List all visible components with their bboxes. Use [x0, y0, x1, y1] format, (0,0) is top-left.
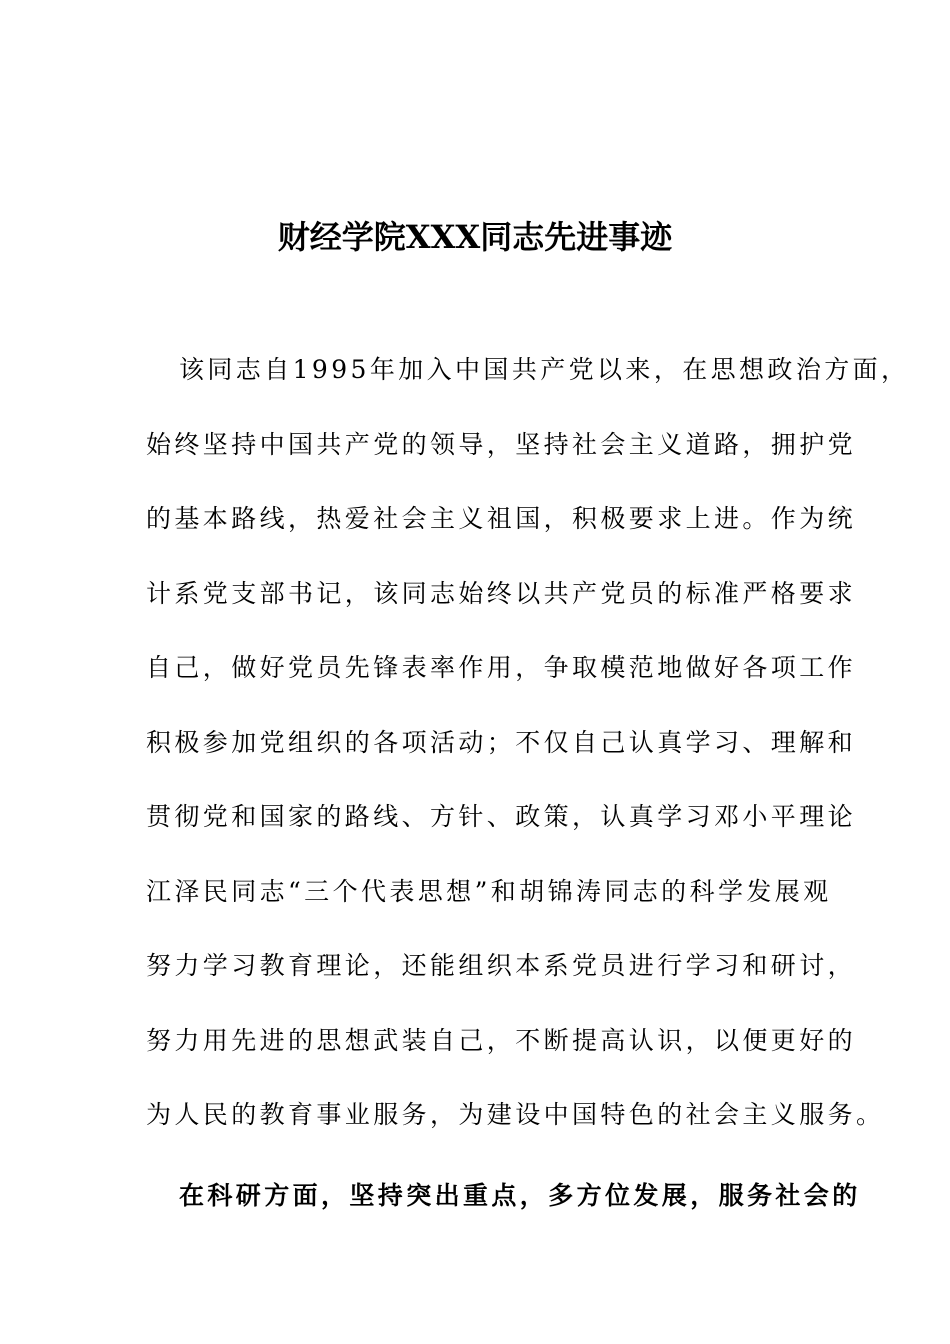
body-line: 贯彻党和国家的路线、方针、政策，认真学习邓小平理论 [146, 802, 857, 831]
body-line: 自己，做好党员先锋表率作用，争取模范地做好各项工作 [146, 653, 857, 682]
body-line: 为人民的教育事业服务，为建设中国特色的社会主义服务。 [146, 1100, 885, 1129]
body-line: 积极参加党组织的各项活动；不仅自己认真学习、理解和 [146, 727, 857, 757]
body-line: 该同志自1995年加入中国共产党以来，在思想政治方面， [179, 355, 910, 384]
body-line: 始终坚持中国共产党的领导，坚持社会主义道路，拥护党 [146, 429, 857, 459]
body-line: 计系党支部书记，该同志始终以共产党员的标准严格要求 [146, 578, 857, 608]
body-line: 江泽民同志“三个代表思想”和胡锦涛同志的科学发展观 [146, 876, 832, 906]
body-line: 的基本路线，热爱社会主义祖国，积极要求上进。作为统 [146, 504, 857, 533]
document-title: 财经学院XXX同志先进事迹 [277, 218, 673, 256]
section-heading-line: 在科研方面，坚持突出重点，多方位发展，服务社会的 [179, 1180, 861, 1210]
body-line: 努力用先进的思想武装自己，不断提高认识，以便更好的 [146, 1025, 857, 1055]
document-body [146, 344, 910, 1244]
body-line: 努力学习教育理论，还能组织本系党员进行学习和研讨， [146, 951, 857, 980]
